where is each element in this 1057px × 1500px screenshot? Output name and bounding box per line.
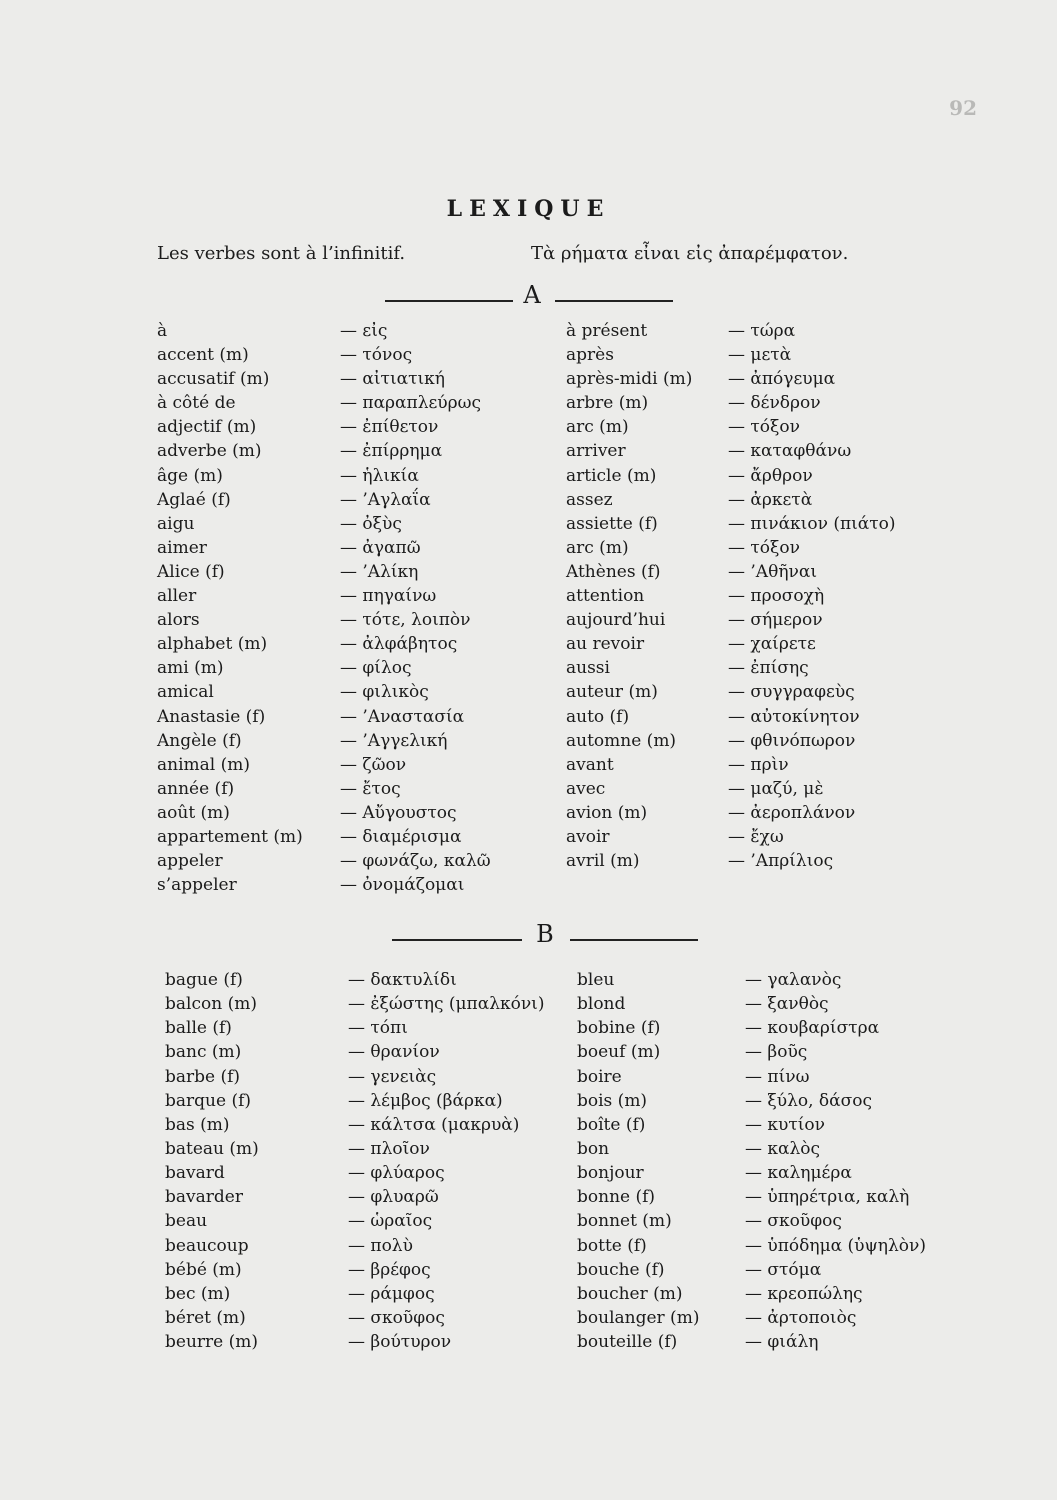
lexicon-entry — [157, 512, 537, 536]
greek-translation: — ἔχω — [728, 826, 784, 847]
greek-translation: — φιλικὸς — [340, 682, 429, 703]
french-word: bas (m) — [165, 1114, 230, 1135]
lexicon-entry — [157, 319, 537, 343]
greek-translation: — ζῶον — [340, 754, 407, 775]
lexicon-entry — [577, 1234, 967, 1258]
lexicon-entry — [566, 319, 946, 343]
french-word: bon — [577, 1138, 610, 1159]
greek-translation: — συγγραφεὺς — [728, 682, 855, 703]
greek-translation: — ἔτος — [340, 778, 401, 799]
greek-translation: — ἡλικία — [340, 465, 419, 486]
divider-right — [570, 939, 698, 941]
greek-translation: — καλημέρα — [745, 1163, 852, 1184]
french-word: aller — [157, 586, 197, 607]
section-b-right-column — [577, 968, 967, 1354]
lexicon-entry — [577, 992, 967, 1016]
lexicon-entry — [566, 512, 946, 536]
lexicon-entry — [157, 729, 537, 753]
greek-translation: — κρεοπώλης — [745, 1283, 863, 1304]
french-word: aimer — [157, 537, 207, 558]
french-word: avoir — [566, 826, 610, 847]
lexicon-entry — [165, 1161, 555, 1185]
lexicon-entry — [157, 632, 537, 656]
lexicon-entry — [577, 1282, 967, 1306]
french-word: avion (m) — [566, 802, 648, 823]
greek-translation: — αἰτιατική — [340, 369, 445, 390]
french-word: arc (m) — [566, 417, 629, 438]
lexicon-entry — [566, 729, 946, 753]
french-word: boire — [577, 1066, 622, 1087]
greek-translation: — στόμα — [745, 1259, 822, 1280]
lexicon-entry — [566, 584, 946, 608]
greek-translation: — ’Αθῆναι — [728, 561, 817, 582]
lexicon-entry — [157, 415, 537, 439]
french-word: année (f) — [157, 778, 235, 799]
french-word: Athènes (f) — [566, 561, 661, 582]
greek-translation: — αὐτοκίνητον — [728, 706, 860, 727]
greek-translation: — γενειὰς — [348, 1066, 437, 1087]
lexicon-entry — [165, 1016, 555, 1040]
greek-translation: — δένδρον — [728, 393, 821, 414]
greek-translation: — ἀλφάβητος — [340, 634, 458, 655]
greek-translation: — τόνος — [340, 345, 413, 366]
greek-translation: — ὑπηρέτρια, καλὴ — [745, 1187, 910, 1208]
section-a-header — [0, 281, 1057, 321]
lexicon-entry — [157, 439, 537, 463]
lexicon-entry — [577, 1065, 967, 1089]
greek-translation: — ὑπόδημα (ὑψηλὸν) — [745, 1235, 926, 1256]
greek-translation: — ξανθὸς — [745, 994, 829, 1015]
lexicon-entry — [165, 1209, 555, 1233]
greek-translation: — σήμερον — [728, 610, 823, 631]
greek-translation: — σκοῦφος — [745, 1211, 842, 1232]
french-word: blond — [577, 994, 626, 1015]
french-word: alphabet (m) — [157, 634, 268, 655]
lexicon-entry — [157, 536, 537, 560]
lexicon-entry — [157, 777, 537, 801]
greek-translation: — φλυαρῶ — [348, 1187, 439, 1208]
section-a-letter: A — [523, 281, 541, 309]
greek-translation: — πίνω — [745, 1066, 810, 1087]
french-word: après-midi (m) — [566, 369, 693, 390]
greek-translation: — σκοῦφος — [348, 1307, 445, 1328]
lexicon-entry — [157, 584, 537, 608]
page-title: LEXIQUE — [446, 196, 611, 222]
lexicon-entry — [566, 464, 946, 488]
greek-translation: — ἐπίρρημα — [340, 441, 443, 462]
french-word: aujourd’hui — [566, 610, 666, 631]
lexicon-entry — [566, 415, 946, 439]
greek-translation: — καλὸς — [745, 1138, 821, 1159]
french-word: bonne (f) — [577, 1187, 656, 1208]
greek-translation: — ἀρτοποιὸς — [745, 1307, 857, 1328]
lexicon-entry — [577, 1113, 967, 1137]
lexicon-entry — [157, 608, 537, 632]
lexicon-entry — [165, 1258, 555, 1282]
lexicon-entry — [566, 367, 946, 391]
greek-translation: — ἀεροπλάνον — [728, 802, 856, 823]
french-word: après — [566, 345, 614, 366]
divider-left — [392, 939, 522, 941]
french-word: bavarder — [165, 1187, 243, 1208]
greek-translation: — προσοχὴ — [728, 586, 825, 607]
lexicon-entry — [577, 1161, 967, 1185]
greek-translation: — φλύαρος — [348, 1163, 445, 1184]
french-word: bavard — [165, 1163, 225, 1184]
greek-translation: — ἐξώστης (μπαλκόνι) — [348, 994, 545, 1015]
greek-translation: — ἐπίσης — [728, 658, 809, 679]
french-word: Anastasie (f) — [157, 706, 266, 727]
divider-left — [385, 300, 513, 302]
greek-translation: — ἀρκετὰ — [728, 489, 813, 510]
greek-translation: — τώρα — [728, 321, 796, 341]
french-word: avant — [566, 754, 614, 775]
greek-translation: — ξύλο, δάσος — [745, 1090, 872, 1111]
lexicon-entry — [577, 968, 967, 992]
lexicon-entry — [577, 1089, 967, 1113]
greek-translation: — ὀξὺς — [340, 513, 402, 534]
french-word: s’appeler — [157, 875, 237, 896]
lexicon-entry — [157, 849, 537, 873]
lexicon-entry — [157, 825, 537, 849]
french-word: avec — [566, 778, 606, 799]
french-word: arc (m) — [566, 537, 629, 558]
lexicon-entry — [157, 656, 537, 680]
greek-translation: — ’Αγγελική — [340, 730, 448, 751]
divider-right — [555, 300, 673, 302]
french-word: barbe (f) — [165, 1066, 241, 1087]
lexicon-entry — [566, 343, 946, 367]
greek-translation: — τόξον — [728, 417, 800, 438]
french-word: animal (m) — [157, 754, 251, 775]
french-word: à côté de — [157, 393, 236, 414]
lexicon-entry — [566, 632, 946, 656]
french-word: bague (f) — [165, 970, 243, 990]
french-word: au revoir — [566, 634, 645, 655]
lexicon-entry — [566, 488, 946, 512]
french-word: bleu — [577, 970, 615, 990]
section-b-left-column — [165, 968, 555, 1354]
french-word: balcon (m) — [165, 994, 257, 1015]
greek-translation: — δακτυλίδι — [348, 970, 457, 990]
french-word: botte (f) — [577, 1235, 647, 1256]
french-word: barque (f) — [165, 1090, 251, 1111]
greek-translation: — κάλτσα (μακρυὰ) — [348, 1114, 520, 1135]
subtitle-greek: Τὰ ρήματα εἶναι εἰς ἀπαρέμφατον. — [531, 243, 849, 264]
section-a-left-column — [157, 319, 537, 897]
lexicon-entry — [566, 391, 946, 415]
french-word: avril (m) — [566, 851, 640, 872]
lexicon-entry — [566, 536, 946, 560]
french-word: boulanger (m) — [577, 1307, 700, 1328]
greek-translation: — μαζύ, μὲ — [728, 778, 824, 799]
french-word: boucher (m) — [577, 1283, 683, 1304]
greek-translation: — ἄρθρον — [728, 465, 813, 486]
french-word: bonjour — [577, 1163, 644, 1184]
lexicon-entry — [165, 1065, 555, 1089]
lexicon-entry — [566, 439, 946, 463]
greek-translation: — φιάλη — [745, 1332, 819, 1353]
greek-translation: — ἀπόγευμα — [728, 369, 836, 390]
greek-translation: — πινάκιον (πιάτο) — [728, 513, 896, 534]
lexicon-entry — [165, 1306, 555, 1330]
lexicon-entry — [165, 1234, 555, 1258]
lexicon-entry — [566, 801, 946, 825]
lexicon-entry — [566, 560, 946, 584]
greek-translation: — φθινόπωρον — [728, 730, 856, 751]
french-word: Alice (f) — [157, 561, 225, 582]
lexicon-entry — [157, 560, 537, 584]
greek-translation: — ράμφος — [348, 1283, 435, 1304]
french-word: adverbe (m) — [157, 441, 262, 462]
french-word: auto (f) — [566, 706, 630, 727]
greek-translation: — τόξον — [728, 537, 800, 558]
french-word: bouche (f) — [577, 1259, 665, 1280]
lexicon-entry — [165, 968, 555, 992]
greek-translation: — μετὰ — [728, 345, 792, 366]
greek-translation: — τότε, λοιπὸν — [340, 610, 471, 631]
french-word: appartement (m) — [157, 826, 303, 847]
lexicon-entry — [157, 801, 537, 825]
french-word: Aglaé (f) — [157, 489, 231, 510]
french-word: automne (m) — [566, 730, 677, 751]
french-word: banc (m) — [165, 1042, 242, 1063]
greek-translation: — πολὺ — [348, 1235, 413, 1256]
greek-translation: — βοῦς — [745, 1042, 808, 1063]
greek-translation: — ’Αγλαΐα — [340, 489, 431, 510]
french-word: accent (m) — [157, 345, 249, 366]
french-word: à — [157, 321, 168, 341]
greek-translation: — διαμέρισμα — [340, 826, 462, 847]
lexicon-entry — [157, 705, 537, 729]
lexicon-entry — [566, 656, 946, 680]
french-word: article (m) — [566, 465, 657, 486]
greek-translation: — λέμβος (βάρκα) — [348, 1090, 503, 1111]
greek-translation: — τόπι — [348, 1018, 408, 1039]
page-number: 92 — [949, 96, 977, 120]
lexicon-entry — [566, 680, 946, 704]
greek-translation: — ἐπίθετον — [340, 417, 439, 438]
french-word: boeuf (m) — [577, 1042, 661, 1063]
french-word: accusatif (m) — [157, 369, 270, 390]
greek-translation: — χαίρετε — [728, 634, 816, 655]
lexicon-entry — [157, 488, 537, 512]
lexicon-entry — [157, 464, 537, 488]
lexicon-entry — [577, 1137, 967, 1161]
french-word: bouteille (f) — [577, 1332, 678, 1353]
french-word: bonnet (m) — [577, 1211, 672, 1232]
lexicon-entry — [577, 1209, 967, 1233]
french-word: beau — [165, 1211, 208, 1232]
section-b-letter: B — [536, 920, 554, 948]
lexicon-entry — [157, 367, 537, 391]
greek-translation: — καταφθάνω — [728, 441, 852, 462]
lexicon-entry — [566, 777, 946, 801]
greek-translation: — βρέφος — [348, 1259, 431, 1280]
greek-translation: — φίλος — [340, 658, 412, 679]
french-word: âge (m) — [157, 465, 223, 486]
lexicon-entry — [566, 849, 946, 873]
french-word: assez — [566, 489, 613, 510]
french-word: Angèle (f) — [157, 730, 242, 751]
lexicon-entry — [566, 825, 946, 849]
french-word: beurre (m) — [165, 1332, 258, 1353]
greek-translation: — θρανίον — [348, 1042, 440, 1063]
greek-translation: — βούτυρον — [348, 1332, 452, 1353]
french-word: bois (m) — [577, 1090, 648, 1111]
lexicon-entry — [157, 873, 537, 897]
french-word: bébé (m) — [165, 1259, 242, 1280]
french-word: attention — [566, 586, 645, 607]
lexicon-entry — [566, 608, 946, 632]
french-word: beaucoup — [165, 1235, 249, 1256]
greek-translation: — πρὶν — [728, 754, 789, 775]
greek-translation: — ’Αναστασία — [340, 706, 465, 727]
greek-translation: — κουβαρίστρα — [745, 1018, 880, 1039]
greek-translation: — ’Αλίκη — [340, 561, 419, 582]
lexicon-entry — [577, 1040, 967, 1064]
french-word: balle (f) — [165, 1018, 232, 1039]
section-b-header — [0, 920, 1057, 960]
french-word: ami (m) — [157, 658, 224, 679]
french-word: à présent — [566, 321, 648, 341]
greek-translation: — κυτίον — [745, 1114, 826, 1135]
lexicon-entry — [577, 1185, 967, 1209]
greek-translation: — ’Απρίλιος — [728, 851, 834, 872]
french-word: assiette (f) — [566, 513, 658, 534]
lexicon-entry — [165, 1089, 555, 1113]
greek-translation: — παραπλεύρως — [340, 393, 481, 414]
greek-translation: — εἰς — [340, 321, 388, 341]
french-word: auteur (m) — [566, 682, 658, 703]
lexicon-entry — [165, 1040, 555, 1064]
greek-translation: — ἀγαπῶ — [340, 537, 421, 558]
french-word: adjectif (m) — [157, 417, 257, 438]
greek-translation: — γαλανὸς — [745, 970, 842, 990]
french-word: bateau (m) — [165, 1138, 259, 1159]
lexicon-entry — [157, 343, 537, 367]
lexicon-entry — [165, 1330, 555, 1354]
lexicon-entry — [165, 1185, 555, 1209]
lexicon-entry — [165, 1137, 555, 1161]
greek-translation: — ὀνομάζομαι — [340, 875, 465, 896]
greek-translation: — φωνάζω, καλῶ — [340, 851, 491, 872]
french-word: bobine (f) — [577, 1018, 661, 1039]
french-word: août (m) — [157, 802, 230, 823]
lexicon-entry — [157, 753, 537, 777]
section-a-right-column — [566, 319, 946, 873]
french-word: appeler — [157, 851, 223, 872]
lexicon-entry — [577, 1258, 967, 1282]
french-word: arriver — [566, 441, 626, 462]
french-word: aigu — [157, 513, 195, 534]
french-word: bec (m) — [165, 1283, 231, 1304]
lexicon-entry — [157, 391, 537, 415]
lexicon-entry — [165, 1282, 555, 1306]
lexicon-entry — [157, 680, 537, 704]
french-word: aussi — [566, 658, 610, 679]
greek-translation: — πλοῖον — [348, 1138, 430, 1159]
french-word: amical — [157, 682, 214, 703]
lexicon-entry — [577, 1330, 967, 1354]
french-word: boîte (f) — [577, 1114, 646, 1135]
lexicon-entry — [165, 1113, 555, 1137]
greek-translation: — πηγαίνω — [340, 586, 437, 607]
lexicon-entry — [165, 992, 555, 1016]
lexicon-entry — [577, 1306, 967, 1330]
french-word: alors — [157, 610, 200, 631]
lexicon-entry — [566, 753, 946, 777]
french-word: béret (m) — [165, 1307, 246, 1328]
greek-translation: — Αὔγουστος — [340, 802, 457, 823]
lexicon-entry — [566, 705, 946, 729]
french-word: arbre (m) — [566, 393, 649, 414]
subtitle-french: Les verbes sont à l’infinitif. — [157, 243, 406, 264]
lexicon-entry — [577, 1016, 967, 1040]
greek-translation: — ὡραῖος — [348, 1211, 433, 1232]
